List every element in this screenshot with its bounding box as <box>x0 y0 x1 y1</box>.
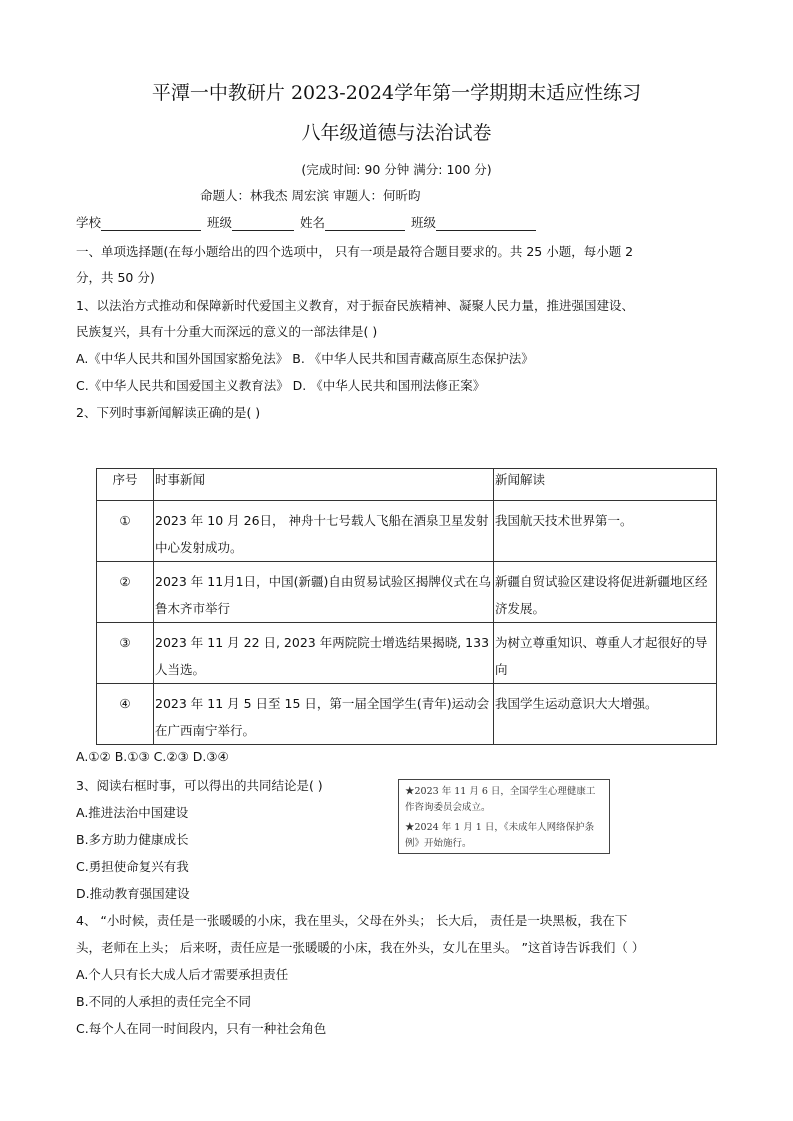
table-header-cell: 序号 <box>97 469 154 501</box>
q3-option-b: B.多方助力健康成长 <box>76 832 189 847</box>
table-cell-interp: 为树立尊重知识、尊重人才起很好的导向 <box>494 623 717 684</box>
section-heading-cont: 分，共 50 分) <box>76 270 155 285</box>
table-header-row <box>97 469 717 501</box>
table-cell-news: 2023 年 11 月 5 日至 15 日，第一届全国学生(青年)运动会在广西南宁举行。 <box>154 684 494 745</box>
exam-subtitle: 八年级道德与法治试卷 <box>301 122 492 144</box>
q1-stem: 1、以法治方式推动和保障新时代爱国主义教育，对于振奋民族精神、凝聚人民力量，推进强国建设、 <box>76 298 634 313</box>
student-info-fields <box>76 213 542 231</box>
q4-option-b: B.不同的人承担的责任完全不同 <box>76 994 252 1009</box>
authors-line: 命题人：林我杰 周宏滨 审题人：何昕昀 <box>200 188 421 203</box>
table-header-cell: 时事新闻 <box>154 469 494 501</box>
table-cell-news: 2023 年 11月1日，中国(新疆)自由贸易试验区揭牌仪式在乌鲁木齐市举行 <box>154 562 494 623</box>
table-row <box>97 684 717 745</box>
q4-option-a: A.个人只有长大成人后才需要承担责任 <box>76 967 289 982</box>
field-label-class: 班级 <box>207 215 233 230</box>
q4-stem: 4、 “小时候，责任是一张暖暖的小床，我在里头，父母在外头； 长大后， 责任是一块黑板，我在下 <box>76 913 628 928</box>
table-row <box>97 501 717 562</box>
table-header-cell: 新闻解读 <box>494 469 717 501</box>
q1-options-cd: C.《中华人民共和国爱国主义教育法》 D. 《中华人民共和国刑法修正案》 <box>76 378 486 393</box>
news-box-item: ★2023 年 11 月 6 日，全国学生心理健康工作咨询委员会成立。 <box>405 786 596 813</box>
q1-stem-cont: 民族复兴，具有十分重大而深远的意义的一部法律是( ) <box>76 324 378 339</box>
field-label-name: 姓名 <box>300 215 326 230</box>
q3-option-d: D.推动教育强国建设 <box>76 886 190 901</box>
table-cell-interp: 新疆自贸试验区建设将促进新疆地区经济发展。 <box>494 562 717 623</box>
q2-stem: 2、下列时事新闻解读正确的是( ) <box>76 405 261 420</box>
table-row <box>97 623 717 684</box>
q3-option-a: A.推进法治中国建设 <box>76 805 189 820</box>
table-cell-news: 2023 年 10 月 26日， 神舟十七号载人飞船在酒泉卫星发射中心发射成功。 <box>154 501 494 562</box>
q2-options: A.①② B.①③ C.②③ D.③④ <box>76 749 229 764</box>
q1-options-ab: A.《中华人民共和国外国国家豁免法》 B. 《中华人民共和国青藏高原生态保护法》 <box>76 351 534 366</box>
news-box-item: ★2024 年 1 月 1 日，《未成年人网络保护条例》开始施行。 <box>405 822 595 849</box>
field-blank-school[interactable] <box>101 216 201 231</box>
field-blank-class[interactable] <box>232 216 294 231</box>
field-label-school: 学校 <box>76 215 102 230</box>
table-cell-news: 2023 年 11 月 22 日, 2023 年两院院士增选结果揭晓, 133 人当选。 <box>154 623 494 684</box>
q3-option-c: C.勇担使命复兴有我 <box>76 859 189 874</box>
field-label-class-2: 班级 <box>411 215 437 230</box>
table-cell-num: ① <box>97 501 154 562</box>
table-cell-num: ③ <box>97 623 154 684</box>
field-blank-name[interactable] <box>325 216 405 231</box>
time-info: (完成时间: 90 分钟 满分: 100 分) <box>301 162 492 177</box>
news-table <box>96 468 717 745</box>
table-row <box>97 562 717 623</box>
q3-news-box <box>398 779 610 854</box>
exam-title: 平潭一中教研片 2023-2024学年第一学期期末适应性练习 <box>151 82 642 104</box>
section-heading: 一、单项选择题(在每小题给出的四个选项中， 只有一项是最符合题目要求的。共 25 小题，每小题 2 <box>76 244 634 259</box>
field-blank-class-2[interactable] <box>436 216 536 231</box>
q4-stem-cont: 头，老师在上头； 后来呀，责任应是一张暖暖的小床，我在外头，女儿在里头。 ”这首诗告诉我们（ ） <box>76 940 645 955</box>
q3-stem: 3、阅读右框时事，可以得出的共同结论是( ) <box>76 778 323 793</box>
table-cell-interp: 我国学生运动意识大大增强。 <box>494 684 717 745</box>
table-cell-num: ④ <box>97 684 154 745</box>
table-cell-num: ② <box>97 562 154 623</box>
q4-option-c: C.每个人在同一时间段内，只有一种社会角色 <box>76 1021 327 1036</box>
table-cell-interp: 我国航天技术世界第一。 <box>494 501 717 562</box>
